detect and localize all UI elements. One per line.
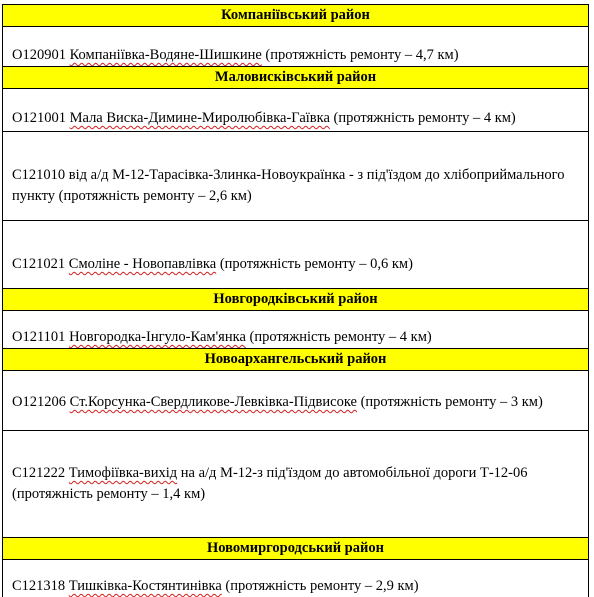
- road-entry: [12, 463, 580, 505]
- road-details: (протяжність ремонту – 4 км): [329, 110, 516, 126]
- road-code: С121021: [12, 256, 66, 272]
- district-header: [3, 537, 588, 559]
- district-header: [3, 288, 588, 310]
- road-row: [3, 370, 588, 430]
- road-code: С121222: [12, 465, 66, 481]
- road-details: (протяжність ремонту – 4,7 км): [261, 47, 459, 63]
- road-entry: [12, 108, 580, 129]
- district-header: [3, 4, 588, 26]
- road-name: Тишківка-Костянтинівка: [68, 578, 222, 594]
- road-row: [3, 88, 588, 131]
- road-entry: [12, 327, 580, 348]
- road-details: (протяжність ремонту – 3 км): [356, 394, 543, 410]
- road-name: Мала Виска-Димине-Миролюбівка-Гаївка: [69, 110, 330, 126]
- district-title: Маловисківський район: [214, 69, 377, 85]
- road-entry: [12, 165, 580, 207]
- road-name: Смоліне - Новопавлівка: [68, 256, 217, 272]
- road-row: [3, 559, 588, 597]
- road-code: О121101: [12, 329, 66, 345]
- road-name: Ст.Корсунка-Свердликове-Левківка-Підвисоке: [69, 394, 357, 410]
- road-entry: [12, 392, 580, 413]
- road-details: (протяжність ремонту – 2,9 км): [221, 578, 419, 594]
- road-row: [3, 26, 588, 66]
- road-code: О120901: [12, 47, 66, 63]
- road-details: - з під'їздом до хлібоприймального пункту (протяжність ремонту – 2,6 км): [12, 167, 565, 204]
- district-title: Компаніївський район: [221, 7, 370, 23]
- road-row: [3, 131, 588, 220]
- district-title: Новгородківський район: [213, 291, 378, 307]
- road-entry: [12, 45, 580, 66]
- road-code: С121318: [12, 578, 66, 594]
- road-name: від а/д М-12-Тарасівка-Злинка-Новоукраїнка: [68, 167, 346, 183]
- road-details: (протяжність ремонту – 4 км): [245, 329, 432, 345]
- road-details: на а/д М-12-з під'їздом до автомобільної дороги Т-12-06 (протяжність ремонту – 1,4 км): [12, 465, 528, 502]
- road-code: О121206: [12, 394, 66, 410]
- road-row: [3, 310, 588, 348]
- road-row: [3, 430, 588, 537]
- road-code: О121001: [12, 110, 66, 126]
- road-entry: [12, 576, 580, 597]
- road-details: (протяжність ремонту – 0,6 км): [216, 256, 413, 272]
- road-name: Тимофіївка-вихід: [68, 465, 178, 481]
- district-title: Новомиргородський район: [207, 540, 384, 556]
- road-name: Компаніївка-Водяне-Шишкине: [69, 47, 262, 63]
- road-code: С121010: [12, 167, 66, 183]
- road-name: Новгородка-Інгуло-Кам'янка: [69, 329, 246, 345]
- district-title: Новоархангельський район: [204, 351, 387, 367]
- district-header: [3, 348, 588, 370]
- road-repair-table: [2, 4, 589, 597]
- road-row: [3, 220, 588, 288]
- district-header: [3, 66, 588, 88]
- road-entry: [12, 254, 580, 275]
